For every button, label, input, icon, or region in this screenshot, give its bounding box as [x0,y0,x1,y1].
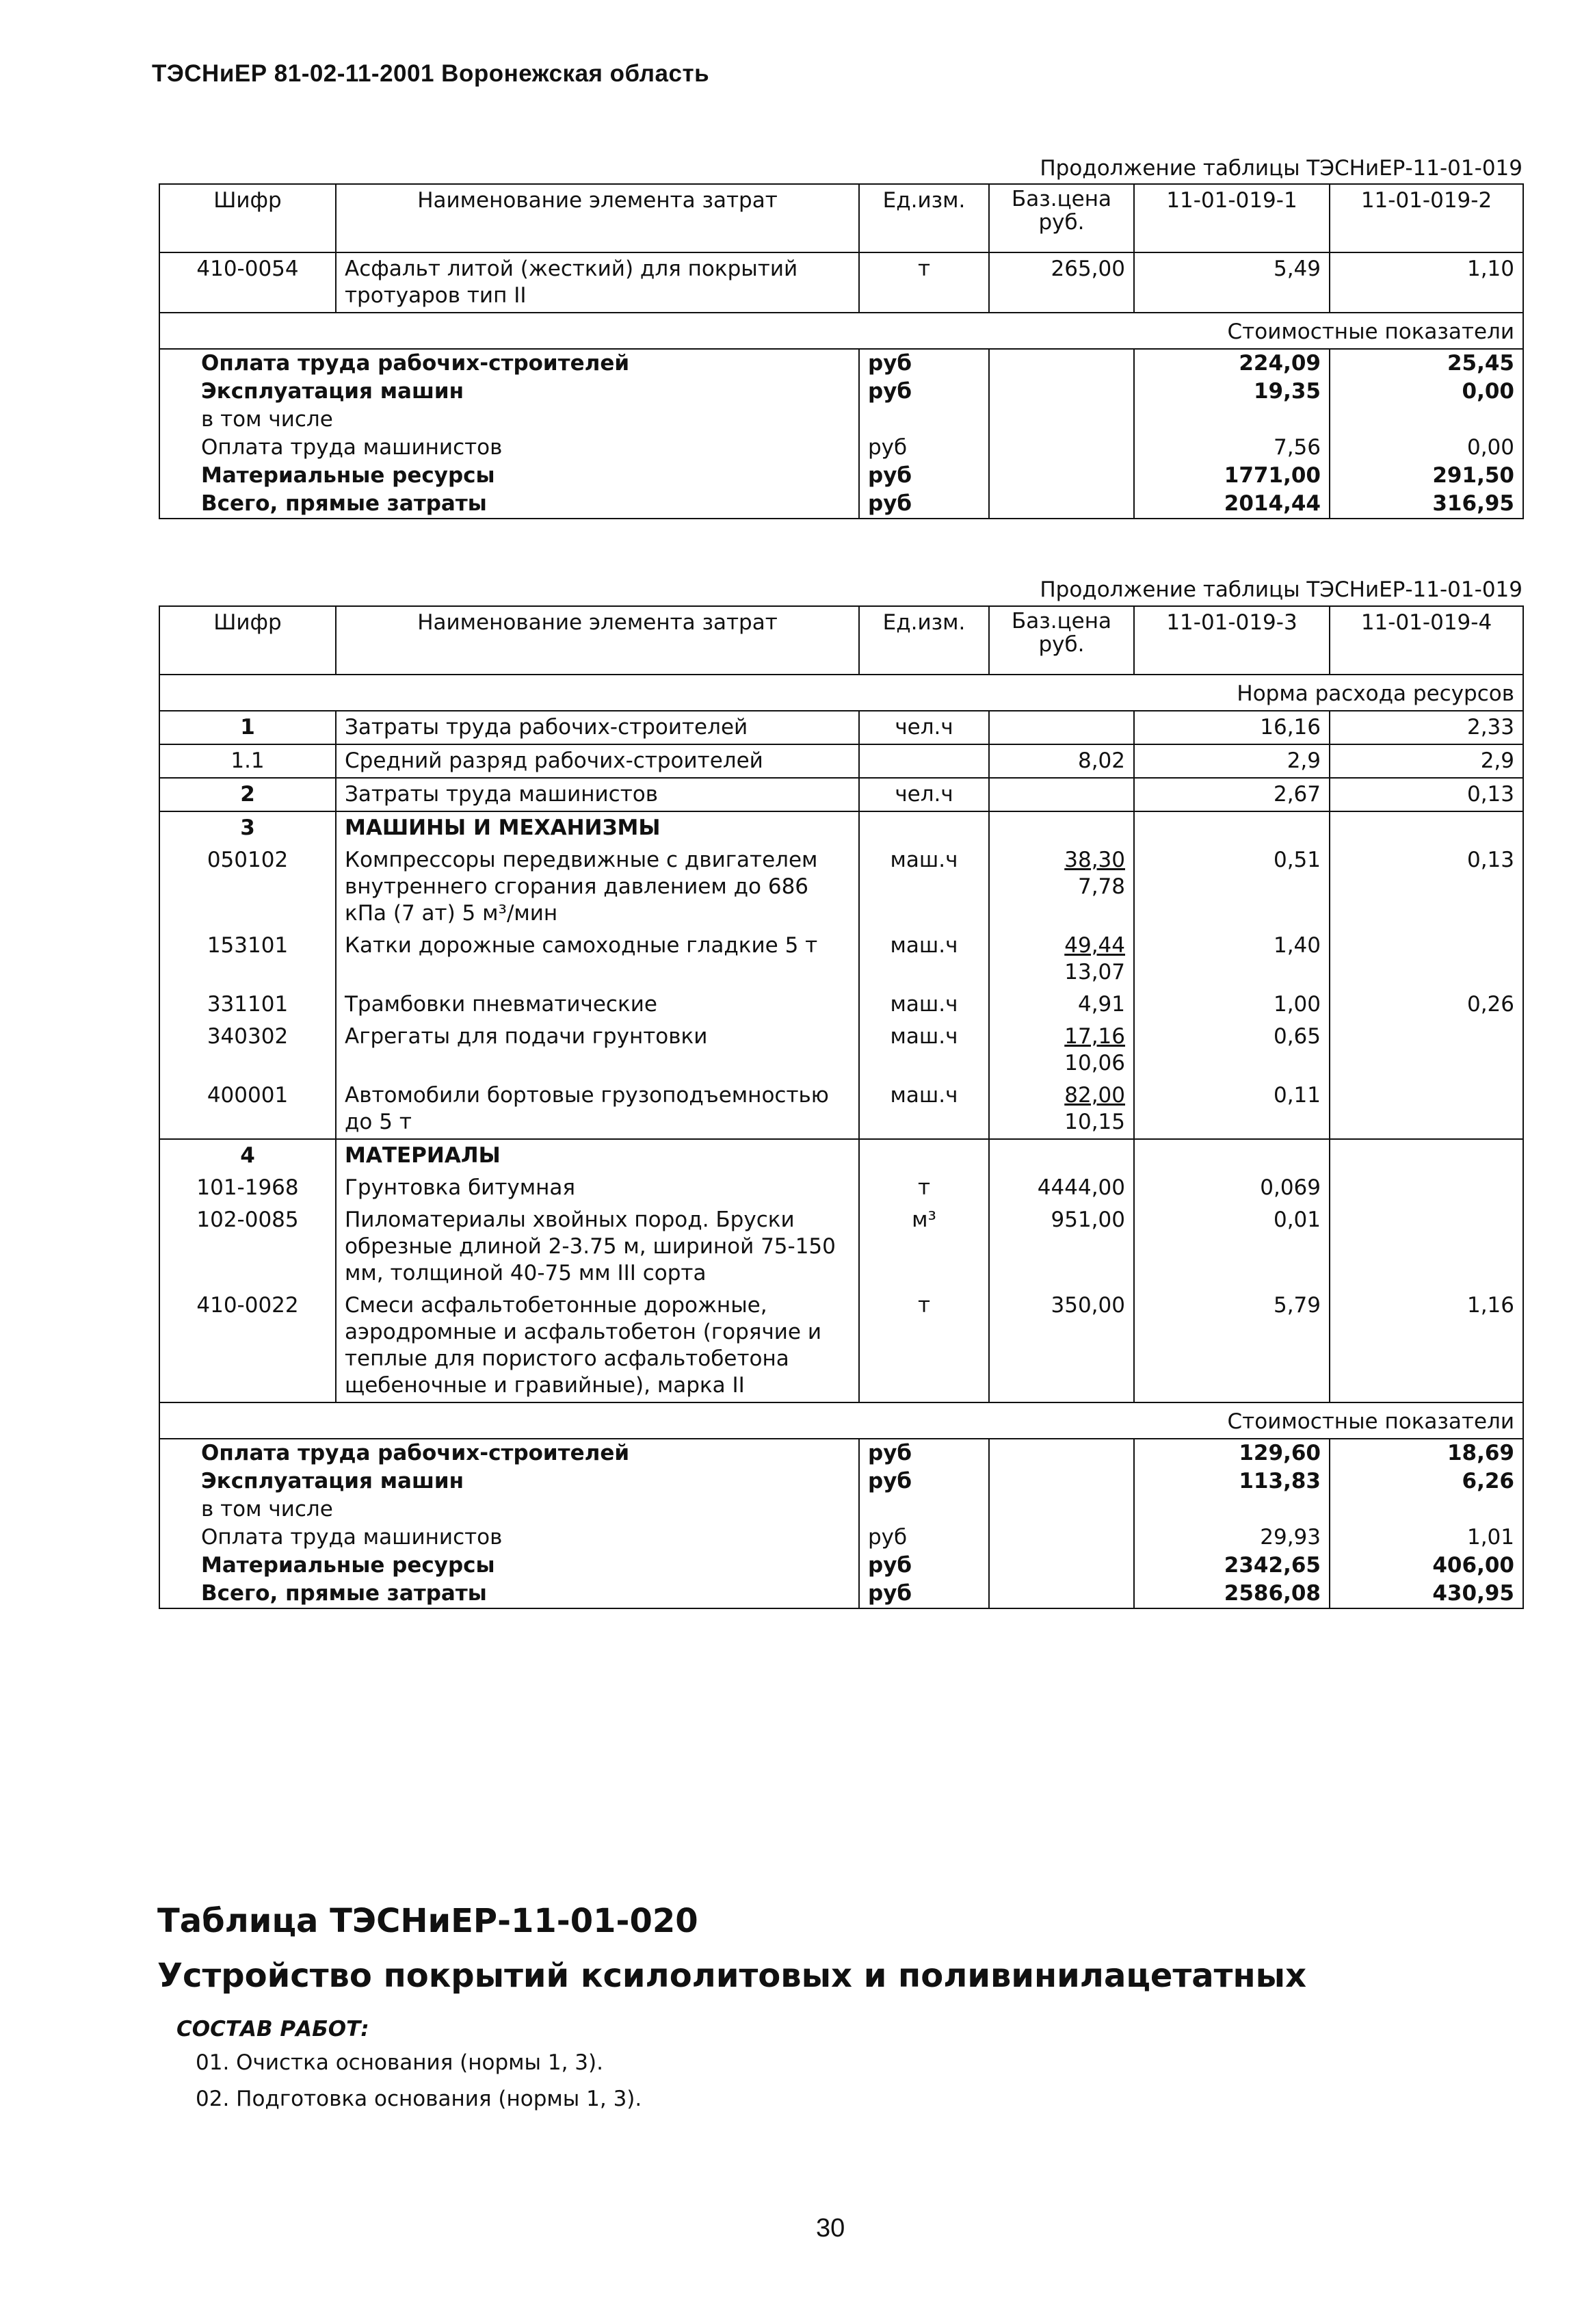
value-a: 2,9 [1134,744,1330,778]
resource-name: Автомобили бортовые грузоподъемностью до 5 т [336,1080,859,1139]
cost-a: 7,56 [1134,434,1330,462]
cost-name: в том числе [159,1496,859,1524]
cost-row [159,462,1523,490]
price-main: 4,91 [1077,992,1125,1017]
col-a-header: 11-01-019-3 [1134,606,1330,675]
resource-name: МАШИНЫ И МЕХАНИЗМЫ [336,811,859,844]
cost-unit [859,406,989,434]
resource-code: 153101 [159,930,336,989]
cost-unit: руб [859,434,989,462]
cost-row [159,1467,1523,1496]
resource-price [989,711,1134,744]
value-a: 0,069 [1134,1172,1330,1204]
resource-unit [859,744,989,778]
cost-b [1330,1496,1523,1524]
cost-a: 19,35 [1134,378,1330,406]
table-row [159,1290,1523,1402]
resource-unit: маш.ч [859,989,989,1021]
resource-unit [859,1139,989,1172]
table-row [159,1172,1523,1204]
cost-price [989,434,1134,462]
value-a: 16,16 [1134,711,1330,744]
price-main: 82,00 [1064,1083,1125,1108]
col-name-header: Наименование элемента затрат [336,184,859,252]
resource-unit: маш.ч [859,844,989,930]
price-machinist: 7,78 [1077,874,1125,899]
price-machinist: 13,07 [1064,960,1125,984]
resource-name: МАТЕРИАЛЫ [336,1139,859,1172]
value-b [1330,1172,1523,1204]
table-row [159,744,1523,778]
price-machinist: 10,06 [1064,1051,1125,1075]
value-b [1330,1139,1523,1172]
table-title: Таблица ТЭСНиЕР-11-01-020 [157,1902,698,1940]
resource-code: 340302 [159,1021,336,1080]
cost-unit: руб [859,1467,989,1496]
col-b-header: 11-01-019-4 [1330,606,1523,675]
value-a [1134,1139,1330,1172]
cost-unit: руб [859,349,989,378]
cost-price [989,1496,1134,1524]
resource-unit [859,811,989,844]
continuation-label-1: Продолжение таблицы ТЭСНиЕР-11-01-019 [1040,156,1522,181]
col-price-header: Баз.цена руб. [989,606,1134,675]
resource-unit: маш.ч [859,1021,989,1080]
resource-code: 2 [159,778,336,811]
resource-code: 331101 [159,989,336,1021]
value-a: 1,40 [1134,930,1330,989]
section-cost-label: Стоимостные показатели [159,313,1523,349]
resource-code: 102-0085 [159,1204,336,1290]
price-main: 8,02 [1077,748,1125,773]
value-b: 0,13 [1330,844,1523,930]
cost-b: 25,45 [1330,349,1523,378]
cost-row [159,1496,1523,1524]
table-row [159,1080,1523,1139]
resource-code: 1 [159,711,336,744]
cost-price [989,490,1134,519]
cost-price [989,378,1134,406]
col-a-header: 11-01-019-1 [1134,184,1330,252]
cost-unit: руб [859,490,989,519]
table-row [159,252,1523,313]
cost-a: 224,09 [1134,349,1330,378]
cost-name: Всего, прямые затраты [159,490,859,519]
cost-b: 316,95 [1330,490,1523,519]
resource-code: 400001 [159,1080,336,1139]
cost-b: 18,69 [1330,1439,1523,1467]
cost-b [1330,406,1523,434]
cost-row [159,1580,1523,1608]
resource-code: 410-0054 [159,252,336,313]
col-name-header: Наименование элемента затрат [336,606,859,675]
cost-a [1134,406,1330,434]
work-item: 02. Подготовка основания (нормы 1, 3). [196,2087,642,2111]
resource-price [989,844,1134,930]
table-row [159,778,1523,811]
resource-code: 4 [159,1139,336,1172]
value-a: 0,01 [1134,1204,1330,1290]
cost-name: Материальные ресурсы [159,1552,859,1580]
cost-price [989,1524,1134,1552]
table-row [159,1139,1523,1172]
value-a: 0,65 [1134,1021,1330,1080]
resource-price [989,1172,1134,1204]
cost-unit: руб [859,1552,989,1580]
section-norm-label: Норма расхода ресурсов [159,675,1523,711]
value-b [1330,930,1523,989]
resource-price [989,744,1134,778]
cost-name: Материальные ресурсы [159,462,859,490]
value-b: 0,26 [1330,989,1523,1021]
cost-name: Оплата труда машинистов [159,1524,859,1552]
col-price-header: Баз.цена руб. [989,184,1134,252]
cost-name: Эксплуатация машин [159,1467,859,1496]
table-row [159,930,1523,989]
col-unit-header: Ед.изм. [859,184,989,252]
cost-row [159,1439,1523,1467]
table-row [159,1204,1523,1290]
resource-table-2 [159,605,1524,1609]
resource-price [989,1139,1134,1172]
col-code-header: Шифр [159,606,336,675]
cost-a: 2586,08 [1134,1580,1330,1608]
cost-b: 430,95 [1330,1580,1523,1608]
cost-a: 29,93 [1134,1524,1330,1552]
resource-name: Катки дорожные самоходные гладкие 5 т [336,930,859,989]
cost-row [159,406,1523,434]
value-a: 5,79 [1134,1290,1330,1402]
cost-row [159,1524,1523,1552]
cost-price [989,1439,1134,1467]
works-label: СОСТАВ РАБОТ: [176,2017,369,2041]
cost-unit: руб [859,1580,989,1608]
resource-table-1 [159,183,1524,519]
cost-name: в том числе [159,406,859,434]
price-main: 4444,00 [1037,1175,1125,1200]
col-unit-header: Ед.изм. [859,606,989,675]
resource-price [989,1021,1134,1080]
col-b-header: 11-01-019-2 [1330,184,1523,252]
cost-unit: руб [859,1524,989,1552]
resource-name: Смеси асфальтобетонные дорожные, аэродромные и асфальтобетон (горячие и теплые для пористого асфальтобетона щебеночные и гравийные), марка II [336,1290,859,1402]
cost-row [159,490,1523,519]
resource-unit: маш.ч [859,1080,989,1139]
cost-unit: руб [859,462,989,490]
resource-unit: чел.ч [859,778,989,811]
value-b [1330,1080,1523,1139]
cost-a: 113,83 [1134,1467,1330,1496]
resource-code: 101-1968 [159,1172,336,1204]
value-a: 0,11 [1134,1080,1330,1139]
resource-unit: т [859,252,989,313]
work-item: 01. Очистка основания (нормы 1, 3). [196,2050,603,2075]
cost-row [159,378,1523,406]
cost-b: 291,50 [1330,462,1523,490]
table-row [159,844,1523,930]
cost-price [989,1580,1134,1608]
table-row [159,1021,1523,1080]
page-number: 30 [816,2214,845,2243]
price-main: 951,00 [1051,1207,1125,1232]
value-b: 2,33 [1330,711,1523,744]
value-b: 2,9 [1330,744,1523,778]
cost-b: 0,00 [1330,378,1523,406]
resource-price: 265,00 [989,252,1134,313]
resource-name: Затраты труда рабочих-строителей [336,711,859,744]
value-b: 0,13 [1330,778,1523,811]
resource-unit: м³ [859,1204,989,1290]
resource-code: 3 [159,811,336,844]
cost-unit: руб [859,378,989,406]
price-main: 17,16 [1064,1024,1125,1049]
value-a: 1,00 [1134,989,1330,1021]
cost-name: Эксплуатация машин [159,378,859,406]
resource-name: Асфальт литой (жесткий) для покрытий тротуаров тип II [336,252,859,313]
resource-name: Грунтовка битумная [336,1172,859,1204]
table-row [159,811,1523,844]
cost-a: 129,60 [1134,1439,1330,1467]
cost-price [989,1552,1134,1580]
resource-name: Компрессоры передвижные с двигателем внутреннего сгорания давлением до 686 кПа (7 ат) 5 м³/мин [336,844,859,930]
resource-name: Агрегаты для подачи грунтовки [336,1021,859,1080]
resource-unit: чел.ч [859,711,989,744]
cost-b: 6,26 [1330,1467,1523,1496]
cost-b: 1,01 [1330,1524,1523,1552]
table-row [159,711,1523,744]
resource-unit: т [859,1172,989,1204]
cost-name: Оплата труда машинистов [159,434,859,462]
table-subtitle: Устройство покрытий ксилолитовых и поливинилацетатных [157,1957,1307,1995]
resource-code: 050102 [159,844,336,930]
continuation-label-2: Продолжение таблицы ТЭСНиЕР-11-01-019 [1040,577,1522,602]
resource-name: Средний разряд рабочих-строителей [336,744,859,778]
cost-unit [859,1496,989,1524]
resource-price [989,1204,1134,1290]
price-main: 49,44 [1064,933,1125,958]
cost-name: Оплата труда рабочих-строителей [159,1439,859,1467]
page-header: ТЭСНиЕР 81-02-11-2001 Воронежская область [152,60,710,87]
value-a: 5,49 [1134,252,1330,313]
cost-b: 0,00 [1330,434,1523,462]
resource-name: Трамбовки пневматические [336,989,859,1021]
resource-price [989,930,1134,989]
cost-b: 406,00 [1330,1552,1523,1580]
price-machinist: 10,15 [1064,1110,1125,1134]
price-main: 350,00 [1051,1293,1125,1318]
cost-price [989,462,1134,490]
cost-row [159,349,1523,378]
cost-price [989,349,1134,378]
resource-price [989,989,1134,1021]
value-b [1330,1021,1523,1080]
resource-name: Затраты труда машинистов [336,778,859,811]
cost-a: 2342,65 [1134,1552,1330,1580]
resource-unit: маш.ч [859,930,989,989]
table-row [159,989,1523,1021]
resource-price [989,778,1134,811]
resource-code: 1.1 [159,744,336,778]
value-b: 1,16 [1330,1290,1523,1402]
resource-name: Пиломатериалы хвойных пород. Бруски обрезные длиной 2-3.75 м, шириной 75-150 мм, толщиной 40-75 мм III сорта [336,1204,859,1290]
value-b: 1,10 [1330,252,1523,313]
cost-a: 2014,44 [1134,490,1330,519]
cost-a [1134,1496,1330,1524]
value-a: 2,67 [1134,778,1330,811]
resource-code: 410-0022 [159,1290,336,1402]
resource-price [989,1290,1134,1402]
cost-a: 1771,00 [1134,462,1330,490]
cost-price [989,406,1134,434]
cost-name: Оплата труда рабочих-строителей [159,349,859,378]
col-code-header: Шифр [159,184,336,252]
value-a: 0,51 [1134,844,1330,930]
resource-unit: т [859,1290,989,1402]
value-b [1330,1204,1523,1290]
price-main: 38,30 [1064,848,1125,872]
cost-name: Всего, прямые затраты [159,1580,859,1608]
resource-price [989,1080,1134,1139]
cost-row [159,434,1523,462]
cost-unit: руб [859,1439,989,1467]
value-b [1330,811,1523,844]
section-cost-label: Стоимостные показатели [159,1402,1523,1439]
cost-price [989,1467,1134,1496]
resource-price [989,811,1134,844]
value-a [1134,811,1330,844]
cost-row [159,1552,1523,1580]
